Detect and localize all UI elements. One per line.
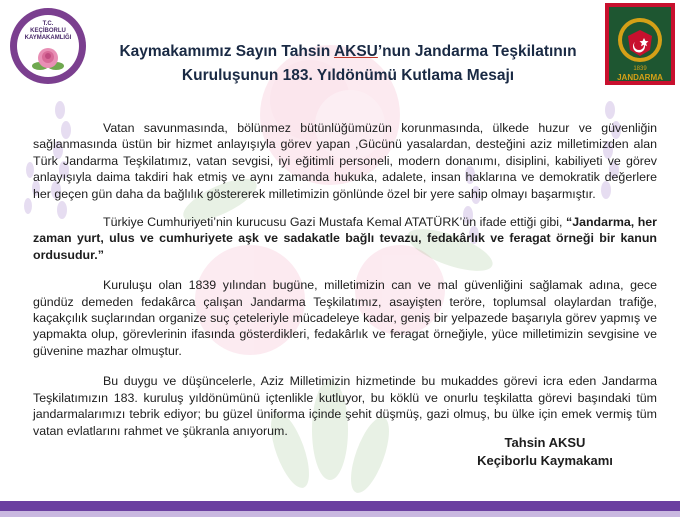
logo-line: KEÇİBORLU (30, 28, 66, 34)
message-body (33, 120, 657, 453)
title-line-1: Kaymakamımız Sayın Tahsin AKSU’nun Jandarma Teşkilatının (119, 43, 577, 60)
signature (440, 434, 650, 470)
logo-line: KAYMAKAMLIĞI (24, 35, 72, 41)
title-line-2: Kuruluşunun 183. Yıldönümü Kutlama Mesajı (181, 67, 515, 84)
paragraph-1: Vatan savunmasında, bölünmez bütünlüğümüzün korunmasında, ülkede huzur ve güvenliğin sağlanmasında üstün bir hizmet anlayışıyla görev yapan ,Gücünü yasalardan, desteğini aziz milletimizden alan Türk Jandarma Teşkilatımız, vatan sevgisi, iyi eğitimli personeli, modern donanımı, disiplini, kabiliyeti ve görev anlayışıyla daima takdiri hak etmiş ve aynı zamanda hukuka, adalete, insan haklarına ve demokratik değerlere her geçen gün daha da bağlılık göstererek milletimizin gönlünde özel bir yere sahip olmayı başarmıştır. (33, 121, 657, 201)
jandarma-year-label: 1839 (633, 66, 647, 72)
ataturk-quote: “Jandarma, her zaman yurt, ulus ve cumhuriyete aşk ve sadakatle bağlı tevazu, fedakârlık ve feragat örneği bir kanun ordusudur.” (33, 215, 657, 262)
logo-line: T.C. (42, 21, 54, 27)
title-name: AKSU (333, 43, 378, 60)
jandarma-emblem-icon (604, 2, 676, 86)
bottom-accent-line (0, 511, 680, 517)
page-title (98, 40, 598, 88)
bottom-accent-bar (0, 501, 680, 511)
signature-name: Tahsin AKSU (504, 435, 586, 450)
signature-title: Keçiborlu Kaymakamı (477, 453, 613, 468)
paragraph-4: Bu duygu ve düşüncelerle, Aziz Milletimizin hizmetinde bu mukaddes görevi icra eden Jandarma Teşkilatımızın 183. kuruluş yıldönümünü içtenlikle kutluyor, bu köklü ve onurlu teşkilatta görevi başındaki tüm jandarmalarımızı tebrik ediyor; bu güzel üniforma içinde şehit düşmüş, gazi olmuş, bu ülke için emek vermiş tüm vatan evlatlarını rahmet ve şükranla anıyorum. (33, 374, 657, 438)
paragraph-2: Türkiye Cumhuriyeti’nin kurucusu Gazi Mustafa Kemal ATATÜRK’ün ifade ettiği gibi, “Jandarma, her zaman yurt, ulus ve cumhuriyete aşk ve sadakatle bağlı tevazu, fedakârlık ve feragat örneği bir kanun ordusudur.” (33, 215, 657, 262)
rose-icon (28, 44, 68, 74)
paragraph-3: Kuruluşu olan 1839 yılından bugüne, milletimizin can ve mal güvenliğini sağlamak adına, gece gündüz demeden fedakârca çalışan Jandarma Teşkilatımız, asayişten teröre, toplumsal olaylardan trafiğe, kaçakçılık suçlarından organize suç çeteleriyle mücadeleye kadar, geniş bir yelpazede başarıyla görev yapmış ve yapmakta olup, görevlerinin ifasında gösterdikleri, fedakârlık ve feragat örneğiyle, yüce milletimizin sevgisine ve güvenine mazhar olmuştur. (33, 278, 657, 358)
jandarma-label: JANDARMA (617, 73, 663, 82)
kaymakamlik-logo (10, 8, 86, 84)
